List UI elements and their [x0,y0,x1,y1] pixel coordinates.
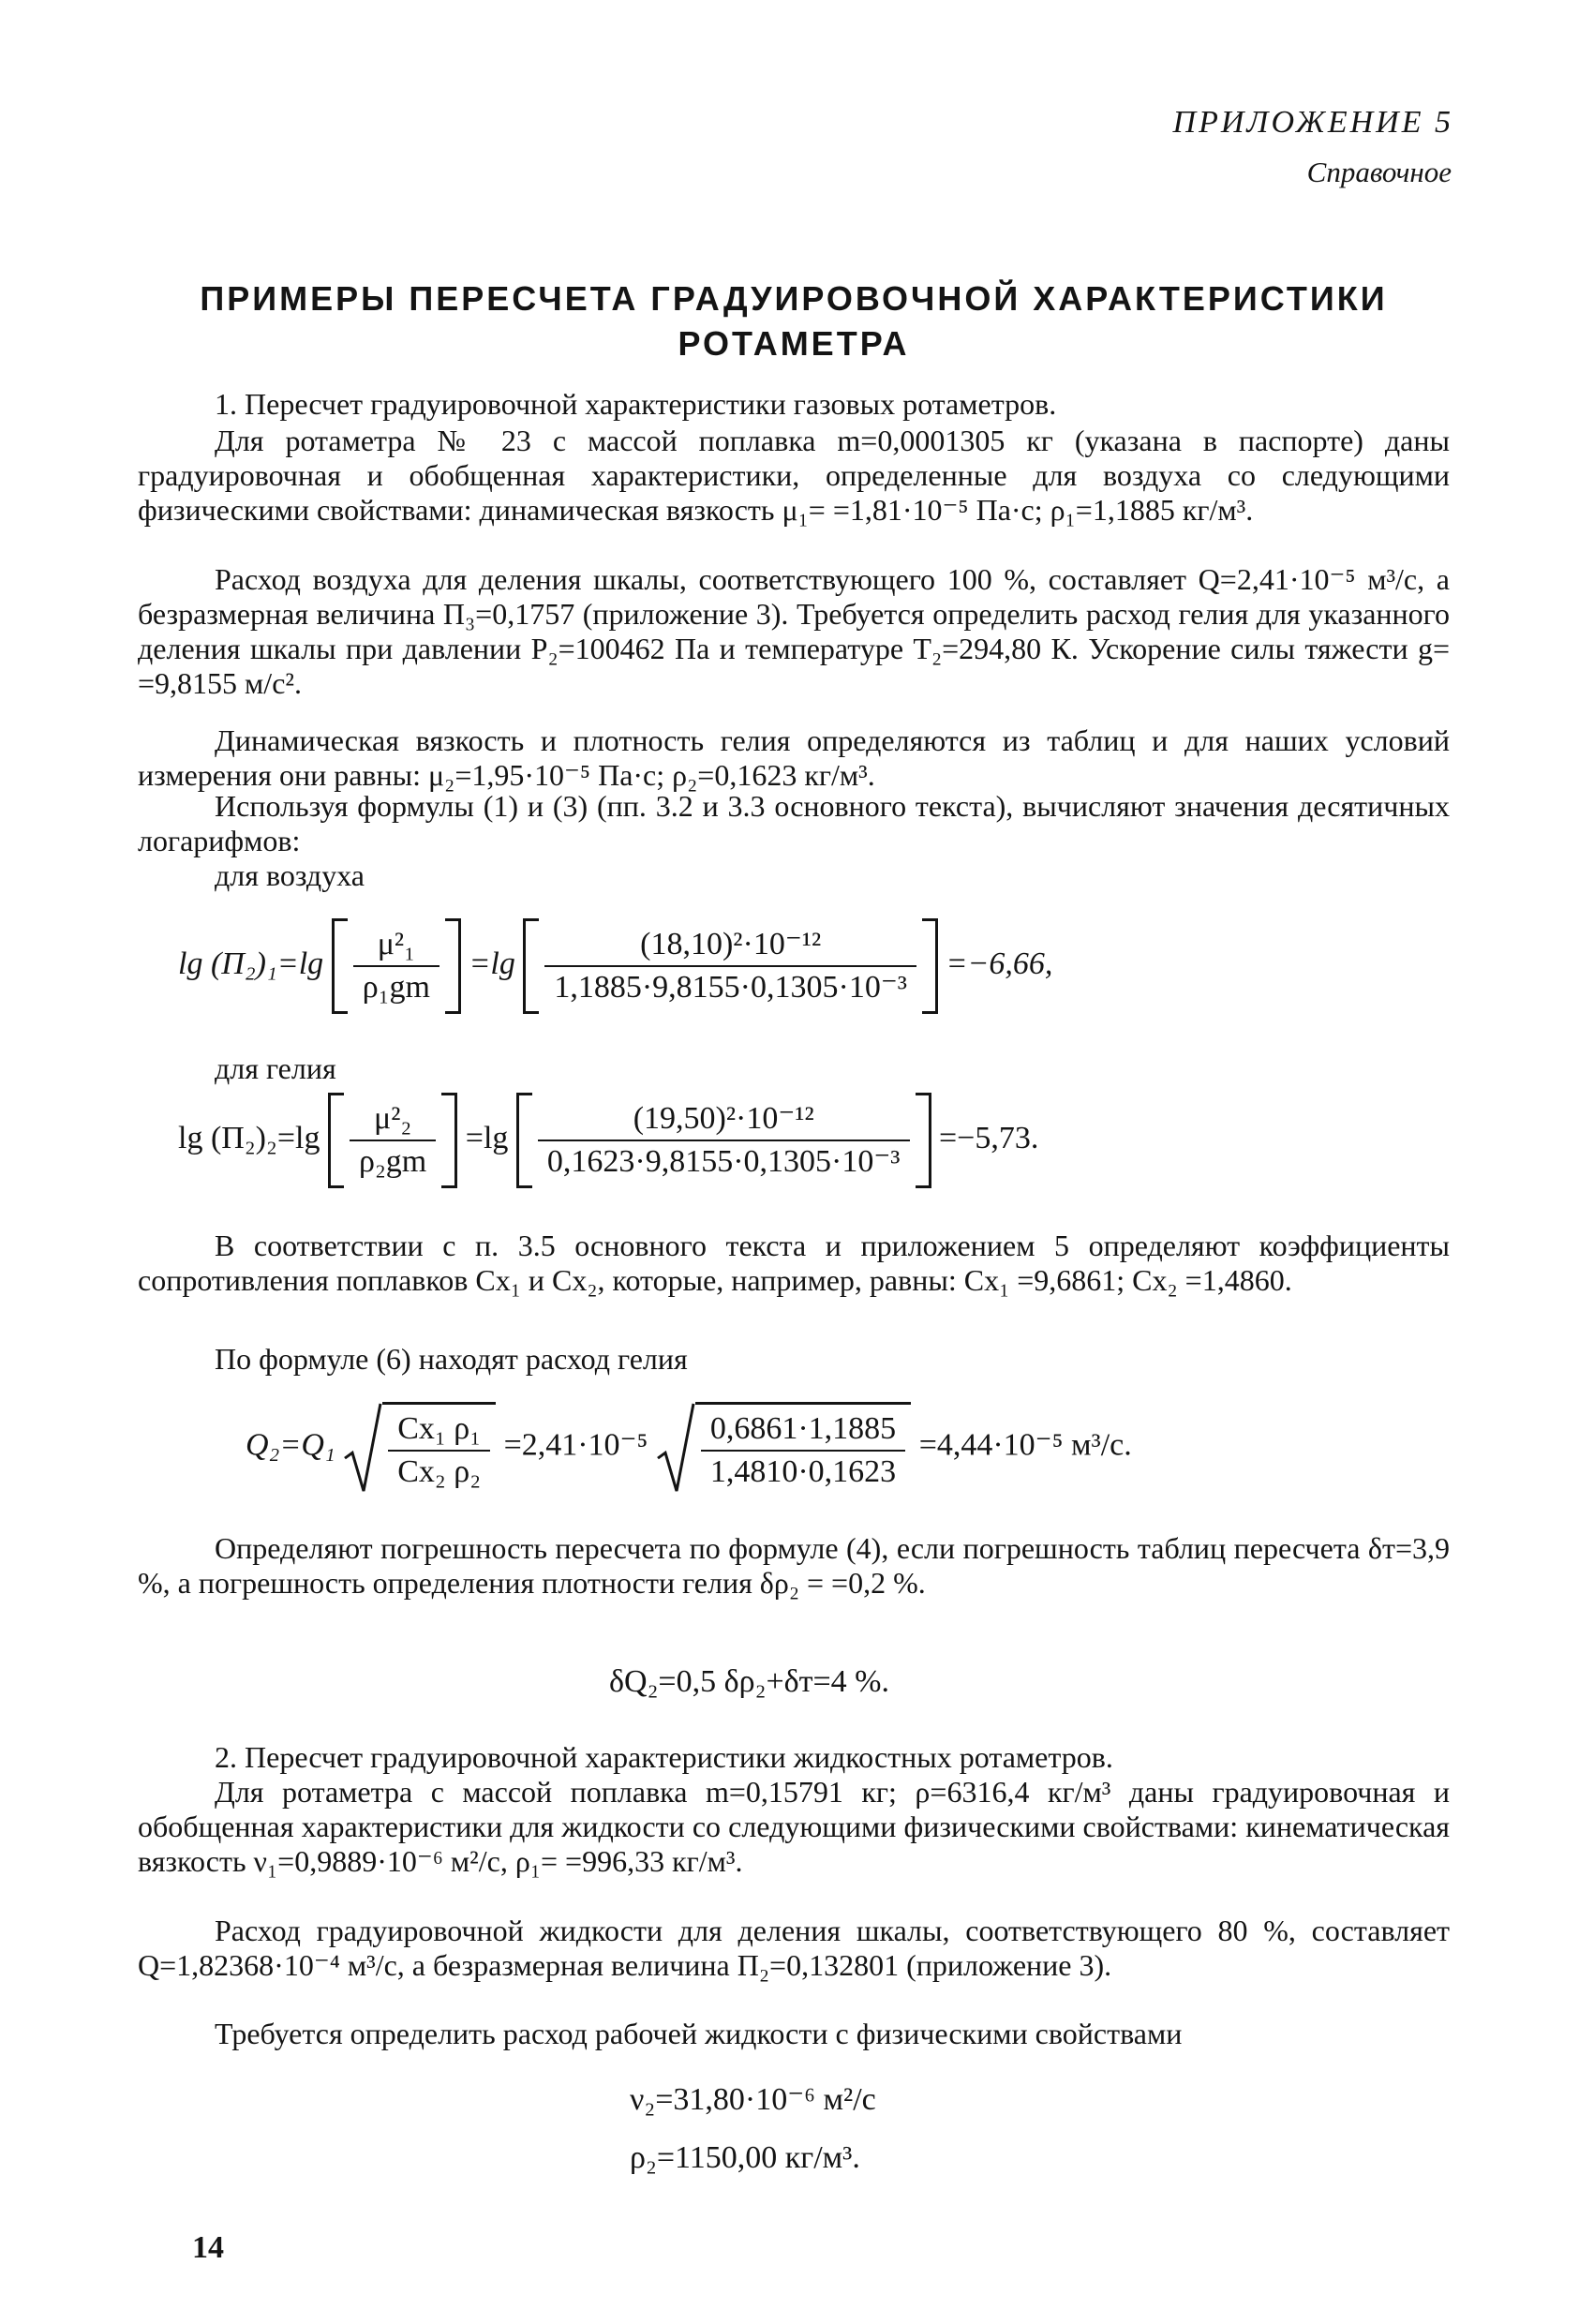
eq-helium-frac1: $\frac{\text{μ²₂}}{\text{ρ₂gm}}$ [350,1098,436,1183]
eq-helium-mid: =lg [465,1120,509,1155]
equation-nu2: ν₂=31,80·10⁻⁶ м²/с [630,2082,876,2117]
section1-paragraph-7: Определяют погрешность пересчета по формуле (4), если погрешность таблиц пересчета δт=3,9 %, а погрешность определения плотности гелия δρ₂ = =0,2 %. [138,1531,1450,1600]
eq-air-frac1: $\frac{\text{μ²₁}}{\text{ρ₁gm}}$ [353,924,439,1008]
eq-q-lhs: Q₂=Q₁ [246,1427,335,1463]
equation-air [178,918,1052,1014]
section1-paragraph-2: Расход воздуха для деления шкалы, соответствующего 100 %, составляет Q=2,41·10⁻⁵ м³/с, а безразмерная величина П₃=0,1757 (приложение 3). Требуется определить расход гелия для указанного деления шкалы при давлении P₂=100462 Па и температуре T₂=294,80 К. Ускорение силы тяжести g= =9,8155 м/с². [138,562,1450,700]
appendix-subtitle: Справочное [1306,156,1452,188]
sqrt-2: $\frac{0,6861\cdot 1,1885}{1,4810\cdot 0,1623}$ [656,1402,911,1493]
section1-paragraph-1: Для ротаметра № 23 с массой поплавка m=0,0001305 кг (указана в паспорте) даны градуировочная и обобщенная характеристики, определенные для воздуха со следующими физическими свойствами: динамическая вязкость μ₁= =1,81·10⁻⁵ Па·с; ρ₁=1,1885 кг/м³. [138,424,1450,527]
section1-paragraph-3: Динамическая вязкость и плотность гелия определяются из таблиц и для наших условий измерения они равны: μ₂=1,95·10⁻⁵ Па·с; ρ₂=0,1623 кг/м³. [138,723,1450,792]
eq-q-result: =4,44·10⁻⁵ м³/с. [918,1427,1132,1463]
section2-paragraph-1: Для ротаметра с массой поплавка m=0,15791 кг; ρ=6316,4 кг/м³ даны градуировочная и обобщенная характеристики для жидкости со следующими физическими свойствами: кинематическая вязкость ν₁=0,9889·10⁻⁶ м²/с, ρ₁= =996,33 кг/м³. [138,1775,1450,1878]
section1-paragraph-4: Используя формулы (1) и (3) (пп. 3.2 и 3.3 основного текста), вычисляют значения десятичных логарифмов: [138,789,1450,857]
page-title-line2: РОТАМЕТРА [678,324,910,363]
label-helium: для гелия [215,1051,336,1085]
equation-q2 [246,1402,1132,1493]
equation-helium [178,1093,1038,1188]
eq-q-mid: =2,41·10⁻⁵ [503,1427,648,1463]
eq-air-lhs: lg (П₂)₁=lg [178,946,324,981]
eq-helium-lhs: lg (П₂)₂=lg [178,1120,320,1155]
section2-paragraph-2: Расход градуировочной жидкости для деления шкалы, соответствующего 80 %, составляет Q=1,82368·10⁻⁴ м³/с, а безразмерная величина П₂=0,132801 (приложение 3). [138,1914,1450,1982]
equation-rho2: ρ₂=1150,00 кг/м³. [630,2140,860,2175]
section1-paragraph-5: В соответствии с п. 3.5 основного текста и приложением 5 определяют коэффициенты сопротивления поплавков Cx₁ и Cx₂, которые, например, равны: Cx₁ =9,6861; Cx₂ =1,4860. [138,1229,1450,1297]
page-number: 14 [192,2230,224,2265]
eq-helium-frac2: $\frac{\text{(19,50)²·10⁻¹²}}{\text{0,1623·9,8155·0,1305·10⁻³}}$ [538,1098,910,1183]
section2-heading: 2. Пересчет градуировочной характеристики жидкостных ротаметров. [215,1740,1113,1774]
eq-helium-result: =−5,73. [939,1120,1039,1155]
eq-air-result: =−6,66, [946,946,1053,981]
eq-air-frac2: $\frac{\text{(18,10)²·10⁻¹²}}{\text{1,1885·9,8155·0,1305·10⁻³}}$ [544,924,916,1008]
label-air: для воздуха [215,858,365,892]
section1-heading: 1. Пересчет градуировочной характеристики газовых ротаметров. [215,387,1057,421]
section2-paragraph-3: Требуется определить расход рабочей жидкости с физическими свойствами [215,2017,1183,2050]
page-title-line1: ПРИМЕРЫ ПЕРЕСЧЕТА ГРАДУИРОВОЧНОЙ ХАРАКТЕРИСТИКИ [200,279,1388,318]
equation-delta: δQ₂=0,5 δρ₂+δт=4 %. [609,1664,889,1699]
eq-air-mid: =lg [469,946,515,981]
appendix-label: ПРИЛОЖЕНИЕ 5 [1172,105,1453,140]
sqrt-1: $\frac{\text{Cx₁ ρ₁}}{\text{Cx₂ ρ₂}}$ [343,1402,496,1493]
section1-paragraph-6: По формуле (6) находят расход гелия [215,1342,688,1376]
